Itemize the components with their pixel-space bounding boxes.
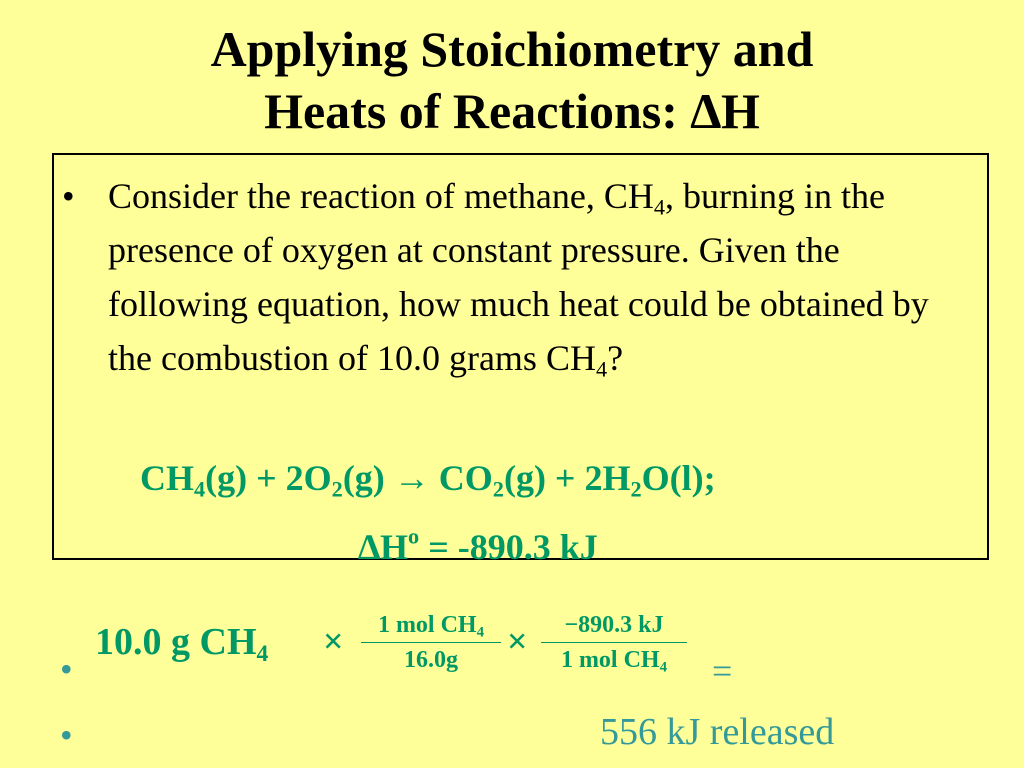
fraction-bar [541,642,687,643]
fraction-numerator: −890.3 kJ [564,612,664,638]
question-text-part2: , burning in the presence of oxygen at constant pressure. Given the following equation, how much heat could be obtained by the combustion of 10.0 grams CH [108,176,929,378]
equals-sign: = [712,651,733,691]
bullet-dot: • [62,176,75,216]
bullet-dot: • [60,649,73,689]
fraction-denominator: 16.0g [404,647,458,673]
question-text-part3: ? [607,338,624,378]
bullet-dot: • [60,715,73,755]
title-line-2 [0,80,1024,142]
mass-text: 10.0 g CH [95,621,257,663]
reaction-equation [140,457,716,502]
calc-mass [95,620,269,668]
title-line-1: Applying Stoichiometry and [210,21,814,77]
question-text-part1: Consider the reaction of methane, CH [108,176,654,216]
subscript: 4 [256,641,269,668]
subscript: 4 [653,194,665,220]
enthalpy-equation [358,523,598,568]
title-line-2-text: Heats of Reactions: [264,83,691,139]
fraction-bar [361,642,501,643]
subscript: 4 [476,624,485,641]
title-h: H [720,83,760,139]
numerator-text: 1 mol CH [377,612,477,638]
result-text: 556 kJ released [600,711,835,753]
subscript: 2 [630,476,642,502]
times-symbol: × [323,621,344,661]
fraction-denominator [541,645,687,675]
eq-part3: (g) + 2H [503,458,631,498]
subscript: 4 [595,356,608,382]
eq-part4: O(l); [641,458,716,498]
delta-h: ∆H [358,527,409,567]
subscript: 4 [659,659,668,676]
question-text [108,169,978,385]
subscript: 4 [194,476,206,502]
slide-title [0,18,1024,142]
denominator-text: 1 mol CH [560,647,660,673]
eq-part1: (g) + 2O [205,458,332,498]
subscript: 2 [331,476,343,502]
fraction-enthalpy [541,610,687,675]
superscript: o [408,523,420,549]
eq-ch: CH [140,458,194,498]
subscript: 2 [492,476,504,502]
fraction-numerator [361,610,501,640]
times-symbol: × [507,621,528,661]
fraction-molar-mass [361,610,501,675]
delta-symbol: ∆ [690,83,721,139]
enthalpy-value: = -890.3 kJ [419,527,598,567]
eq-part2: (g) → CO [342,458,493,498]
